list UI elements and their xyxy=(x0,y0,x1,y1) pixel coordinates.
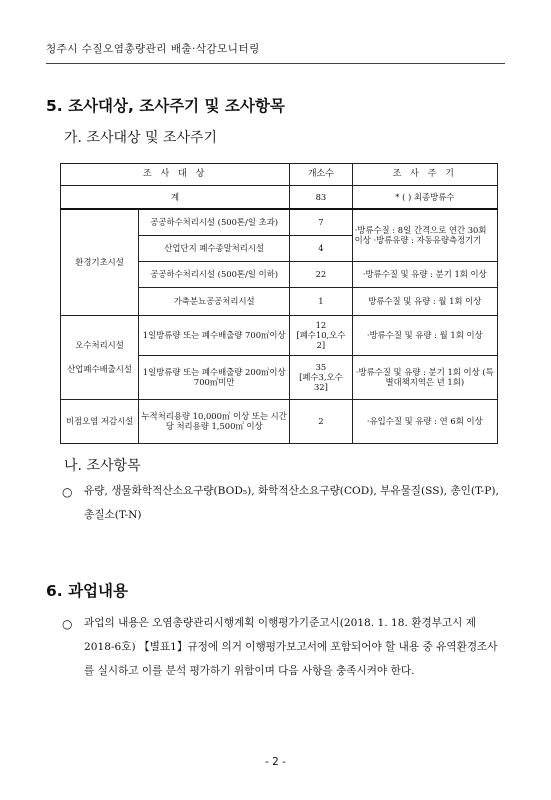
count-cell: 22 xyxy=(290,261,352,287)
group-sewer-wastewater xyxy=(61,315,139,399)
section-6-title: 6. 과업내용 xyxy=(46,582,128,600)
count-cell: 4 xyxy=(290,235,352,261)
survey-target-table xyxy=(60,163,498,444)
table-row-total xyxy=(61,186,498,210)
target-cell: 누적처리용량 10,000㎥ 이상 또는 시간당 처리용량 1,500㎥ 이상 xyxy=(139,399,290,443)
target-cell: 공공하수처리시설 (500톤/일 초과) xyxy=(139,209,290,235)
survey-items-text: 유량, 생물화학적산소요구량(BOD₅), 화학적산소요구량(COD), 부유물질(SS), 총인(T-P), 총질소(T-N) xyxy=(84,485,499,521)
cycle-cell: 방류수질 및 유량 : 월 1회 이상 xyxy=(352,287,497,315)
table-row xyxy=(61,399,498,443)
section-5-title: 5. 조사대상, 조사주기 및 조사항목 xyxy=(46,97,285,115)
cycle-cell: ·방류수질 및 유량 : 분기 1회 이상 xyxy=(352,261,497,287)
count-detail: [폐수10,오수2] xyxy=(296,329,346,351)
count-detail: [폐수3,오수32] xyxy=(299,371,343,393)
count-value: 12 xyxy=(315,319,327,330)
count-value: 35 xyxy=(315,361,327,372)
target-cell: 1일방류량 또는 폐수배출량 200㎥이상 700㎥미만 xyxy=(139,355,290,399)
subsection-b-title: 나. 조사항목 xyxy=(64,458,141,474)
subsection-a-title: 가. 조사대상 및 조사주기 xyxy=(64,130,218,146)
count-cell xyxy=(290,315,352,355)
header-count: 개소수 xyxy=(290,164,352,186)
circle-bullet-icon: ○ xyxy=(62,485,73,499)
table-row xyxy=(61,209,498,235)
target-cell: 1일방류량 또는 폐수배출량 700㎥이상 xyxy=(139,315,290,355)
count-cell: 7 xyxy=(290,209,352,235)
cycle-cell: ·방류수질 및 유량 : 분기 1회 이상 (특별대책지역은 년 1회) xyxy=(352,355,497,399)
circle-bullet-icon: ○ xyxy=(62,617,73,631)
group-env-facility: 환경기초시설 xyxy=(61,209,139,315)
document-header: 청주시 수질오염총량관리 배출·삭감모니터링 xyxy=(46,43,260,55)
target-cell: 산업단지 폐수종말처리시설 xyxy=(139,235,290,261)
table-header-row xyxy=(61,164,498,186)
header-rule xyxy=(46,63,505,64)
target-cell: 가축분뇨공공처리시설 xyxy=(139,287,290,315)
total-label: 계 xyxy=(61,186,290,210)
cycle-cell: ·방류수질 및 유량 : 월 1회 이상 xyxy=(352,315,497,355)
target-cell: 공공하수처리시설 (500톤/일 이하) xyxy=(139,261,290,287)
page-number: - 2 - xyxy=(265,756,286,768)
count-cell xyxy=(290,355,352,399)
section-6-body: 과업의 내용은 오염총량관리시행계획 이행평가기준고시(2018. 1. 18. 환경부고시 제 2018-6호) 【별표1】규정에 의거 이행평가보고서에 포함되어야 할 내용 중 유역환경조사를 실시하고 이를 분석 평가하기 위함이며 다음 사항을 충족시켜야 한다. xyxy=(84,617,498,677)
group-nonpoint: 비점오염 저감시설 xyxy=(61,399,139,443)
count-cell: 2 xyxy=(290,399,352,443)
group-wastewater-label: 산업폐수배출시설 xyxy=(67,364,132,374)
cycle-cell: ·방류수질 : 8일 간격으로 연간 30회 이상 ·방류유량 : 자동유량측정기기 xyxy=(352,209,497,261)
header-cycle: 조 사 주 기 xyxy=(352,164,497,186)
total-cycle: * ( ) 최종방류수 xyxy=(352,186,497,210)
count-cell: 1 xyxy=(290,287,352,315)
table-row xyxy=(61,315,498,355)
total-count: 83 xyxy=(290,186,352,210)
cycle-cell: ·유입수질 및 유량 : 연 6회 이상 xyxy=(352,399,497,443)
group-sewer-label: 오수처리시설 xyxy=(75,339,124,350)
header-target: 조 사 대 상 xyxy=(61,164,290,186)
